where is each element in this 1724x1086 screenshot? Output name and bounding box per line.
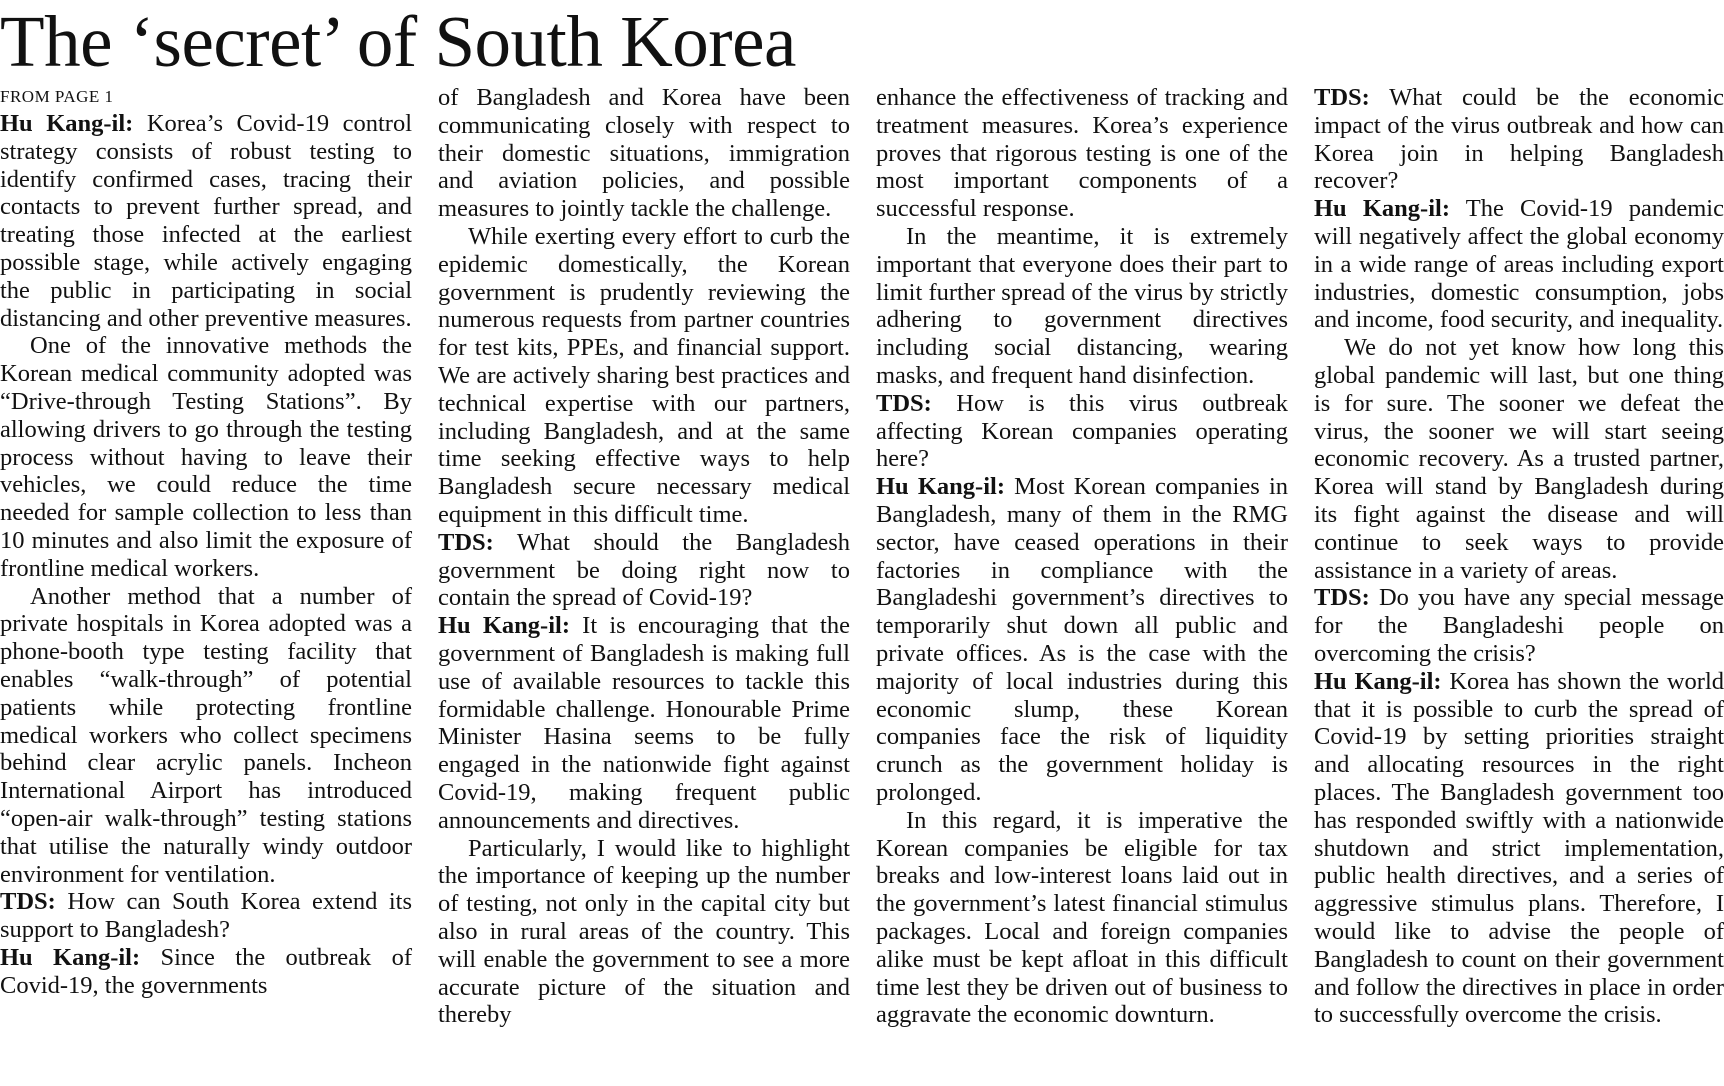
- paragraph: [0, 110, 412, 332]
- column-3: [876, 84, 1288, 1029]
- paragraph: enhance the effectiveness of tracking and treatment measures. Korea’s experience proves that rigorous testing is one of the most important components of a successful response.: [876, 84, 1288, 223]
- paragraph: One of the innovative methods the Korean medical community adopted was “Drive-through Testing Stations”. By allowing drivers to go through the testing process without having to leave their vehicles, we could reduce the time needed for sample collection to less than 10 minutes and also limit the exposure of frontline medical workers.: [0, 332, 412, 582]
- paragraph-text: How can South Korea extend its support to Bangladesh?: [0, 888, 413, 944]
- paragraph-text: Most Korean companies in Bangladesh, many of them in the RMG sector, have ceased operations in their factories in compliance with the Bangladeshi government’s directives to temporarily shut down all public and private offices. As is the case with the majority of local industries during this economic slump, these Korean companies face the risk of liquidity crunch as the government holiday is prolonged.: [876, 473, 1289, 806]
- headline: The ‘secret’ of South Korea: [0, 1, 796, 82]
- paragraph: [876, 473, 1288, 807]
- paragraph-text: Korea’s Covid-19 control strategy consists of robust testing to identify confirmed cases, tracing their contacts to prevent further spread, and treating those infected at the earliest possible stage, while actively engaging the public in participating in social distancing and other preventive measures.: [0, 110, 412, 332]
- paragraph: [438, 529, 850, 612]
- paragraph: [0, 944, 412, 1000]
- speaker: Hu Kang-il:: [438, 612, 570, 640]
- paragraph: While exerting every effort to curb the epidemic domestically, the Korean government is prudently reviewing the numerous requests from partner countries for test kits, PPEs, and financial support. We are actively sharing best practices and technical expertise with our partners, including Bangladesh, and at the same time seeking effective ways to help Bangladesh secure necessary medical equipment in this difficult time.: [438, 222, 850, 528]
- paragraph: [1314, 584, 1724, 667]
- paragraph: of Bangladesh and Korea have been communicating closely with respect to their domestic situations, immigration and aviation policies, and possible measures to jointly tackle the challenge.: [438, 84, 850, 223]
- speaker: TDS:: [1314, 84, 1370, 111]
- column-1: [0, 84, 412, 1000]
- paragraph-text: Do you have any special message for the Bangladeshi people on overcoming the crisis?: [1314, 584, 1724, 667]
- paragraph: [1314, 84, 1724, 195]
- paragraph: In the meantime, it is extremely important that everyone does their part to limit further spread of the virus by strictly adhering to government directives including social distancing, wearing masks, and frequent hand disinfection.: [876, 222, 1288, 389]
- speaker: TDS:: [876, 389, 932, 417]
- speaker: Hu Kang-il:: [0, 110, 134, 137]
- paragraph-text: How is this virus outbreak affecting Korean companies operating here?: [876, 389, 1289, 473]
- paragraph-text: The Covid-19 pandemic will negatively affect the global economy in a wide range of areas including export industries, domestic consumption, jobs and income, food security, and inequality.: [1314, 195, 1724, 334]
- speaker: Hu Kang-il:: [876, 473, 1005, 501]
- paragraph: [438, 612, 850, 834]
- paragraph-text: What could be the economic impact of the virus outbreak and how can Korea join in helping Bangladesh recover?: [1314, 84, 1724, 195]
- paragraph: Particularly, I would like to highlight the importance of keeping up the number of testing, not only in the capital city but also in rural areas of the country. This will enable the government to see a more accurate picture of the situation and thereby: [438, 834, 850, 1029]
- paragraph-text: Since the outbreak of Covid-19, the governments: [0, 943, 412, 999]
- speaker: Hu Kang-il:: [0, 943, 141, 971]
- column-2: [438, 84, 850, 1029]
- speaker: TDS:: [438, 528, 494, 556]
- speaker: Hu Kang-il:: [1314, 195, 1450, 223]
- speaker: Hu Kang-il:: [1314, 667, 1442, 695]
- paragraph: [1314, 668, 1724, 1029]
- paragraph: [0, 888, 412, 944]
- paragraph: Another method that a number of private hospitals in Korea adopted was a phone-booth type testing facility that enables “walk-through” of potential patients while protecting frontline medical workers who collect specimens behind clear acrylic panels. Incheon International Airport has introduced “open-air walk-through” testing stations that utilise the naturally windy outdoor environment for ventilation.: [0, 582, 412, 888]
- paragraph-text: What should the Bangladesh government be doing right now to contain the spread of Covid-19?: [438, 528, 851, 612]
- speaker: TDS:: [1314, 584, 1370, 612]
- paragraph: We do not yet know how long this global pandemic will last, but one thing is for sure. The sooner we defeat the virus, the sooner we will start seeing economic recovery. As a trusted partner, Korea will stand by Bangladesh during its fight against the disease and will continue to seek ways to provide assistance in a variety of areas.: [1314, 334, 1724, 584]
- column-4: [1314, 84, 1724, 1029]
- speaker: TDS:: [0, 888, 56, 916]
- paragraph-text: Korea has shown the world that it is possible to curb the spread of Covid-19 by setting priorities straight and allocating resources in the right places. The Bangladesh government too has responded swiftly with a nationwide shutdown and strict implementation, public health directives, and a series of aggressive stimulus plans. Therefore, I would like to advise the people of Bangladesh to count on their government and follow the directives in place in order to successfully overcome the crisis.: [1314, 667, 1724, 1029]
- paragraph: In this regard, it is imperative the Korean companies be eligible for tax breaks and low-interest loans laid out in the government’s latest financial stimulus packages. Local and foreign companies alike must be kept afloat in this difficult time lest they be driven out of business to aggravate the economic downturn.: [876, 806, 1288, 1029]
- paragraph-text: It is encouraging that the government of Bangladesh is making full use of available resources to tackle this formidable challenge. Honourable Prime Minister Hasina seems to be fully engaged in the nationwide fight against Covid-19, making frequent public announcements and directives.: [438, 612, 850, 834]
- kicker: FROM PAGE 1: [0, 87, 114, 106]
- paragraph: [1314, 195, 1724, 334]
- paragraph: [876, 390, 1288, 473]
